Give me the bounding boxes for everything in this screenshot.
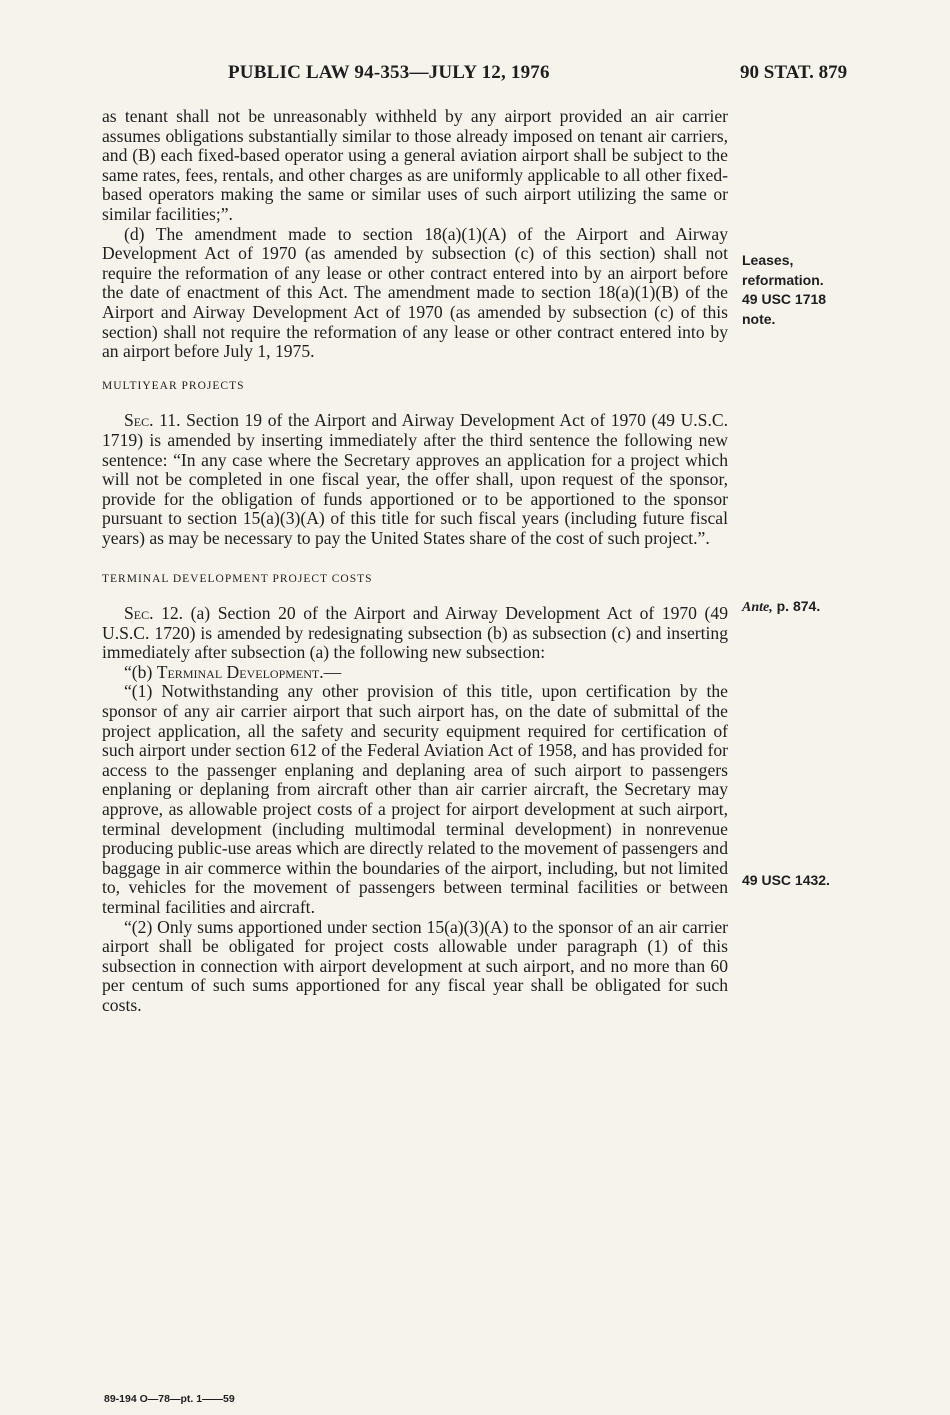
statute-page-number: 90 STAT. 879 [740,62,848,83]
paragraph-b-2: “(2) Only sums apportioned under section 15(a)(3)(A) to the sponsor of an air carrier airport shall be obligated for project costs allowable under paragraph (1) of this subsection in connection with airport development at such airport, and no more than 60 per centum of such sums apportioned for any fiscal year shall be obligated for such costs. [102,916,728,1015]
margin-note-line: 49 USC 1718 [742,291,827,308]
margin-note-ante-page: p. 874. [772,598,821,614]
paragraph-subsection-d: (d) The amendment made to section 18(a)(1)(A) of the Airport and Airway Development Act of 1970 (as amended by subsection (c) of this section) shall not require the reformation of any lease or other contract entered into by an airport before the date of enactment of this Act. The amendment made to section 18(a)(1)(B) of the Airport and Airway Development Act of 1970 (as amended by subsection (c) of this section) shall not require the reformation of any lease or other contract entered into by an airport before July 1, 1975. [102,223,728,362]
paragraph-continuation: as tenant shall not be unreasonably withheld by any airport provided an air carrier assumes obligations substantially similar to those already imposed on tenant air carriers, and (B) each fixed-based operator using a general aviation airport shall be subject to the same rates, fees, rentals, and other charges as are uniformly applicable to all other fixed-based operators making the same or similar uses of such airport utilizing the same or similar facilities;”. [102,106,728,224]
margin-note-line: note. [742,310,776,327]
subsection-prefix: “(b) [124,661,157,682]
margin-note-49-usc-1432: 49 USC 1432. [742,872,830,888]
margin-note-line: Leases, [742,252,794,268]
section-text: Section 19 of the Airport and Airway Development Act of 1970 (49 U.S.C. 1719) is amended by inserting immediately after the third sentence the following new sentence: “In any case where the Secretary approves an application for a project which will not be completed in one fiscal year, the offer shall, upon request of the sponsor, provide for the obligation of funds apportioned or to be apportioned to the sponsor pursuant to section 15(a)(3)(A) of this title for such fiscal years (including future fiscal years) as may be necessary to pay the United States share of the cost of such project.”. [102,410,728,548]
margin-note-leases [742,251,826,329]
paragraph-sec-11 [102,411,728,548]
paragraph-b-1: “(1) Notwithstanding any other provision of this title, upon certification by the sponsor of any air carrier airport that such airport has, on the date of submittal of the project application, all the safety and security equipment required for certification of such airport under section 612 of the Federal Aviation Act of 1958, and has provided for access to the passenger enplaning and deplaning area of such airport to passengers enplaning or deplaning from aircraft other than air carrier aircraft, the Secretary may approve, as allowable project costs of a project for airport development at such airport, terminal development (including multimodal terminal development) in nonrevenue producing public-use areas which are directly related to the movement of passengers and baggage in air commerce within the boundaries of the airport, including, but not limited to, vehicles for the movement of passengers between terminal facilities or between terminal facilities and aircraft. [102,681,728,917]
heading-multiyear-projects: MULTIYEAR PROJECTS [102,379,245,392]
section-text: (a) Section 20 of the Airport and Airway Development Act of 1970 (49 U.S.C. 1720) is amended by redesignating subsection (b) as subsection (c) and inserting immediately after subsection (a) the following new subsection: [102,603,728,663]
page-header-title: PUBLIC LAW 94-353—JULY 12, 1976 [228,62,550,83]
heading-terminal-development: TERMINAL DEVELOPMENT PROJECT COSTS [102,573,373,586]
subsection-title: Terminal Development.— [156,661,342,682]
margin-note-ante [742,597,820,618]
section-label: Sec. 11. [124,410,181,431]
margin-note-line: reformation. [742,271,824,288]
body-text [102,107,728,1016]
section-label: Sec. 12. [124,603,184,624]
paragraph-subsection-b-title [102,663,728,683]
footer-print-code: 89-194 O—78—pt. 1——59 [104,1393,235,1405]
paragraph-sec-12 [102,604,728,663]
margin-note-ante-italic: Ante, [742,600,773,615]
